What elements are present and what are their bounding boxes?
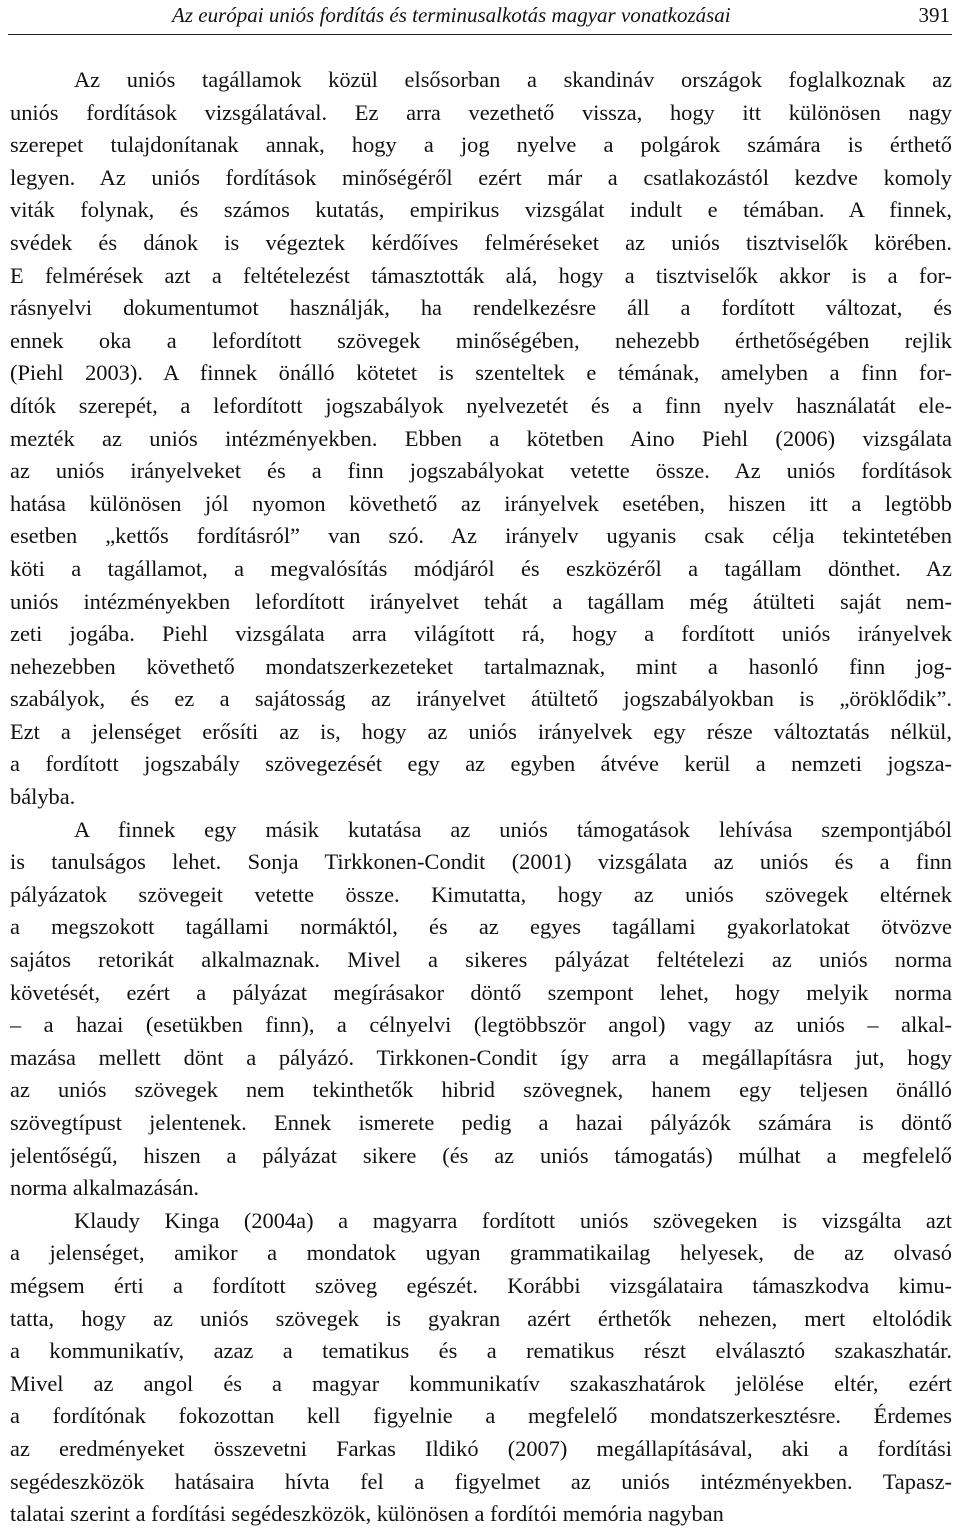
text-line: (Piehl 2003). A finnek önálló kötetet is szenteltek e témának, amelyben a finn for- bbox=[10, 360, 952, 386]
text-line: tatta, hogy az uniós szövegek is gyakran azért érthetők nehezen, mert eltolódik bbox=[10, 1305, 952, 1331]
text-line: – a hazai (esetükben finn), a célnyelvi (legtöbbször angol) vagy az uniós – alkal- bbox=[10, 1012, 952, 1038]
text-line: E felmérések azt a feltételezést támasztották alá, hogy a tisztviselők akkor is a for- bbox=[10, 262, 952, 288]
text-line: szövegtípust jelentenek. Ennek ismerete pedig a hazai pályázók számára is döntő bbox=[10, 1110, 952, 1135]
body-text bbox=[10, 64, 952, 1531]
paragraph bbox=[10, 814, 952, 1205]
text-line: esetben „kettős fordításról” van szó. Az irányelv ugyanis csak célja tekintetében bbox=[10, 523, 952, 549]
text-line: mezték az uniós intézményekben. Ebben a kötetben Aino Piehl (2006) vizsgálata bbox=[10, 425, 952, 451]
text-line: hatása különösen jól nyomon követhető az irányelvek esetében, hiszen itt a legtöbb bbox=[10, 490, 952, 516]
text-line: szabályok, és ez a sajátosság az irányelvet átültető jogszabályokban is „öröklődik”. bbox=[10, 686, 952, 712]
paragraph bbox=[10, 64, 952, 814]
text-line: sajátos retorikát alkalmaznak. Mivel a sikeres pályázat feltételezi az uniós norma bbox=[10, 947, 952, 973]
text-line: a fordítónak fokozottan kell figyelnie a megfelelő mondatszerkesztésre. Érdemes bbox=[10, 1403, 952, 1429]
text-line: Ezt a jelenséget erősíti az is, hogy az uniós irányelvek egy része változtatás nélkül, bbox=[10, 718, 952, 744]
text-line: svédek és dánok is végeztek kérdőíves felméréseket az uniós tisztviselők körében. bbox=[10, 229, 952, 255]
text-line: mégsem érti a fordított szöveg egészét. Korábbi vizsgálataira támaszkodva kimu- bbox=[10, 1272, 952, 1298]
text-line: a kommunikatív, azaz a tematikus és a rematikus részt elválasztó szakaszhatár. bbox=[10, 1338, 952, 1364]
text-line: A finnek egy másik kutatása az uniós támogatások lehívása szempontjából bbox=[74, 816, 952, 842]
text-line: bályba. bbox=[10, 784, 76, 810]
text-line: szerepet tulajdonítanak annak, hogy a jog nyelve a polgárok számára is érthető bbox=[10, 132, 952, 158]
text-line: a megszokott tagállami normáktól, és az egyes tagállami gyakorlatokat ötvözve bbox=[10, 914, 952, 940]
text-line: rásnyelvi dokumentumot használják, ha rendelkezésre áll a fordított változat, és bbox=[10, 295, 952, 321]
text-line: dítók szerepét, a lefordított jogszabályok nyelvezetét és a finn nyelv használatát ele- bbox=[10, 392, 952, 418]
text-line: uniós fordítások vizsgálatával. Ez arra vezethető vissza, hogy itt különösen nagy bbox=[10, 99, 952, 125]
text-line: ennek oka a lefordított szövegek minőségében, nehezebb érthetőségében rejlik bbox=[10, 327, 952, 353]
text-line: Klaudy Kinga (2004a) a magyarra fordított uniós szövegeken is vizsgálta azt bbox=[74, 1207, 952, 1233]
text-line: Mivel az angol és a magyar kommunikatív szakaszhatárok jelölése eltér, ezért bbox=[10, 1370, 952, 1396]
text-line: követését, ezért a pályázat megírásakor döntő szempont lehet, hogy melyik norma bbox=[10, 979, 952, 1005]
text-line: az eredményeket összevetni Farkas Ildikó (2007) megállapításával, aki a fordítási bbox=[10, 1435, 952, 1461]
text-line: norma alkalmazásán. bbox=[10, 1175, 199, 1201]
text-line: a fordított jogszabály szövegezését egy az egyben átvéve kerül a nemzeti jogsza- bbox=[10, 751, 952, 777]
text-line: jelentőségű, hiszen a pályázat sikere (és az uniós támogatás) múlhat a megfelelő bbox=[10, 1142, 952, 1168]
text-line: az uniós szövegek nem tekinthetők hibrid szövegnek, hanem egy teljesen önálló bbox=[10, 1077, 952, 1103]
paragraph bbox=[10, 1205, 952, 1531]
text-line: is tanulságos lehet. Sonja Tirkkonen-Condit (2001) vizsgálata az uniós és a finn bbox=[10, 849, 952, 875]
text-line: az uniós irányelveket és a finn jogszabályokat vetette össze. Az uniós fordítások bbox=[10, 458, 952, 484]
text-line: mazása mellett dönt a pályázó. Tirkkonen-Condit így arra a megállapításra jut, hogy bbox=[10, 1044, 952, 1070]
text-line: uniós intézményekben lefordított irányelvet tehát a tagállam még átülteti saját nem- bbox=[10, 588, 952, 614]
text-line: viták folynak, és számos kutatás, empirikus vizsgálat indult e témában. A finnek, bbox=[10, 197, 952, 223]
text-line: talatai szerint a fordítási segédeszközök, különösen a fordítói memória nagyban bbox=[10, 1501, 724, 1527]
page-header bbox=[8, 0, 952, 35]
text-line: pályázatok szövegeit vetette össze. Kimutatta, hogy az uniós szövegek eltérnek bbox=[10, 881, 952, 907]
text-line: nehezebben követhető mondatszerkezeteket tartalmaznak, mint a hasonló finn jog- bbox=[10, 653, 952, 679]
page-number: 391 bbox=[918, 3, 950, 27]
text-line: segédeszközök hatásaira hívta fel a figyelmet az uniós intézményekben. Tapasz- bbox=[10, 1468, 952, 1494]
text-line: a jelenséget, amikor a mondatok ugyan grammatikailag helyesek, de az olvasó bbox=[10, 1240, 952, 1266]
text-line: legyen. Az uniós fordítások minőségéről ezért már a csatlakozástól kezdve komoly bbox=[10, 164, 952, 190]
text-line: Az uniós tagállamok közül elsősorban a skandináv országok foglalkoznak az bbox=[74, 67, 952, 92]
running-title: Az európai uniós fordítás és terminusalkotás magyar vonatkozásai bbox=[172, 3, 731, 27]
text-line: köti a tagállamot, a megvalósítás módjáról és eszközéről a tagállam dönthet. Az bbox=[10, 555, 952, 581]
text-line: zeti jogába. Piehl vizsgálata arra világított rá, hogy a fordított uniós irányelvek bbox=[10, 621, 952, 647]
